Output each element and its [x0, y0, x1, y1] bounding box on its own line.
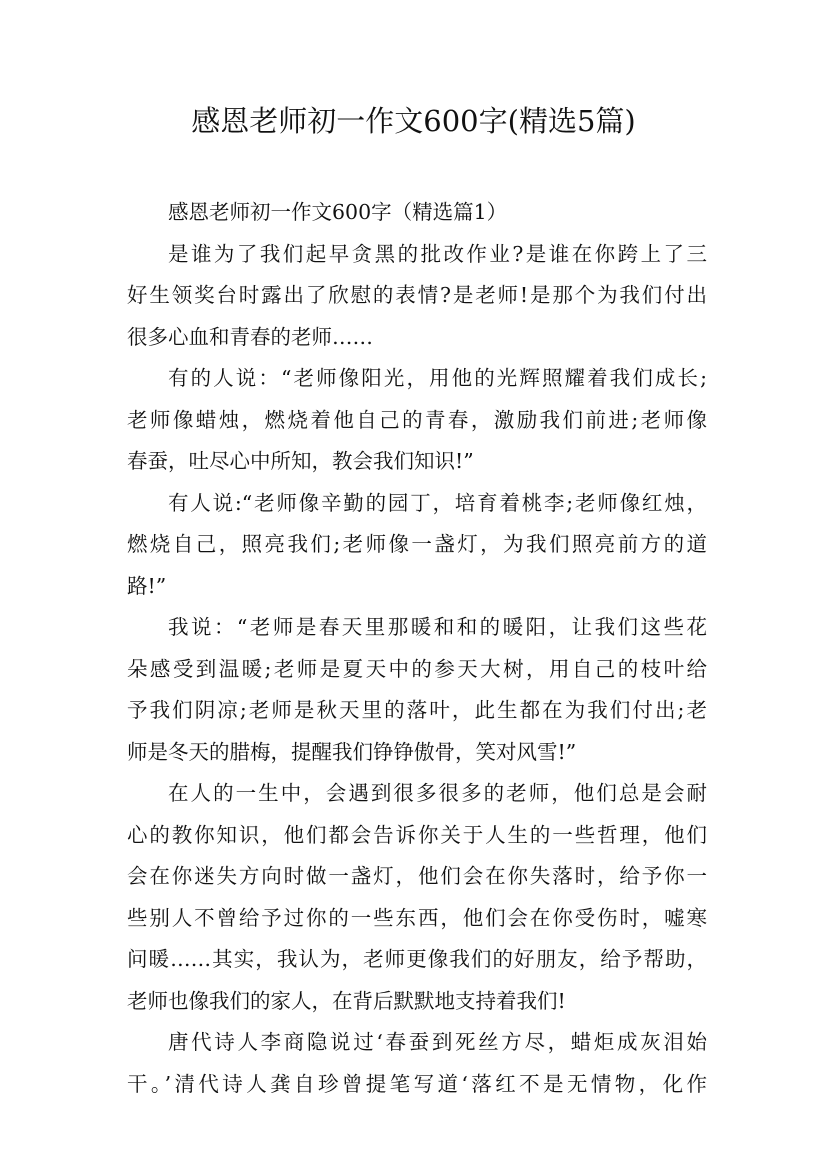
text-line: 很多心血和青春的老师…… [127, 324, 373, 349]
text-line: 心的教你知识，他们都会告诉你关于人生的一些哲理，他们 [127, 822, 707, 847]
text-line: 春蚕，吐尽心中所知，教会我们知识!” [127, 449, 474, 473]
text-line: 些别人不曾给予过你的一些东西，他们会在你受伤时，嘘寒 [127, 905, 707, 930]
text-line: 感恩老师初一作文600字（精选篇1） [168, 200, 508, 224]
text-line: 朵感受到温暖;老师是夏天中的参天大树，用自己的枝叶给 [127, 656, 707, 681]
text-line: 有的人说：“老师像阳光，用他的光辉照耀着我们成长; [168, 366, 707, 390]
text-line: 是谁为了我们起早贪黑的批改作业?是谁在你跨上了三 [168, 241, 707, 266]
text-line: 老师像蜡烛，燃烧着他自己的青春，激励我们前进;老师像 [127, 407, 707, 432]
text-line: 路!” [127, 573, 167, 598]
text-line: 问暖……其实，我认为，老师更像我们的好朋友，给予帮助， [127, 947, 707, 971]
text-line: 我说：“老师是春天里那暖和和的暖阳，让我们这些花 [168, 615, 707, 639]
text-line: 予我们阴凉;老师是秋天里的落叶，此生都在为我们付出;老 [127, 698, 707, 722]
text-line: 干。’清代诗人龚自珍曾提笔写道‘落红不是无情物，化作 [127, 1071, 707, 1096]
text-line: 唐代诗人李商隐说过‘春蚕到死丝方尽，蜡炬成灰泪始 [168, 1030, 707, 1054]
text-line: 燃烧自己，照亮我们;老师像一盏灯，为我们照亮前方的道 [127, 532, 707, 556]
text-line: 会在你迷失方向时做一盏灯，他们会在你失落时，给予你一 [127, 864, 707, 888]
document-body [127, 192, 707, 1105]
text-line: 在人的一生中，会遇到很多很多的老师，他们总是会耐 [168, 781, 707, 805]
text-line: 好生领奖台时露出了欣慰的表情?是老师!是那个为我们付出 [127, 283, 707, 307]
text-line: 老师也像我们的家人，在背后默默地支持着我们! [127, 988, 566, 1013]
document-title: 感恩老师初一作文600字(精选5篇) [191, 104, 636, 138]
text-line: 有人说:“老师像辛勤的园丁，培育着桃李;老师像红烛， [168, 490, 707, 515]
text-line: 师是冬天的腊梅，提醒我们铮铮傲骨，笑对风雪!” [127, 739, 577, 764]
